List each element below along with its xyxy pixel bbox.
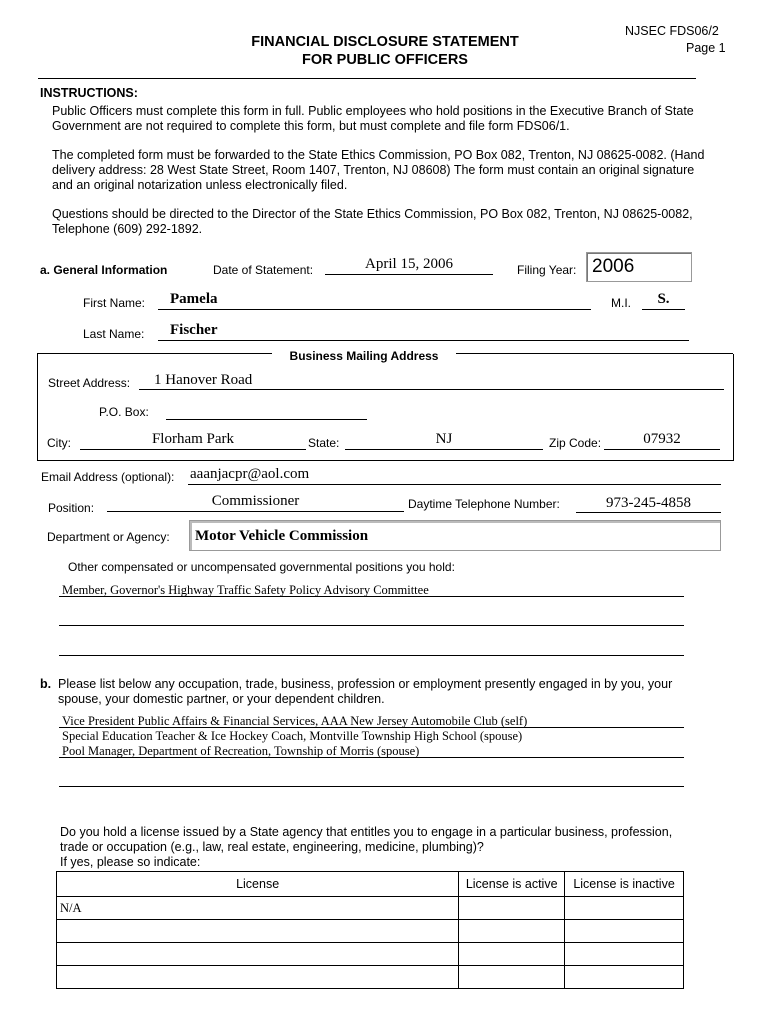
mailing-box-top-left [37,353,272,354]
city-underline [80,449,306,450]
last-name-underline [158,340,689,341]
state-label: State: [308,436,340,450]
mi-value[interactable]: S. [657,291,670,307]
license-question-line2: trade or occupation (e.g., law, real estate, engineering, medicine, plumbing)? [60,840,484,854]
phone-label: Daytime Telephone Number: [408,497,560,511]
filing-year-value: 2006 [592,256,635,277]
instructions-para1-line1: Public Officers must complete this form in full. Public employees who hold positions in the Executive Branch of State [52,104,694,118]
dept-label: Department or Agency: [47,530,170,544]
license-active-cell[interactable] [459,920,565,943]
license-active-cell[interactable] [459,966,565,989]
first-name-value[interactable]: Pamela [170,291,218,307]
license-active-cell[interactable] [459,943,565,966]
form-title-line2: FOR PUBLIC OFFICERS [302,52,468,68]
license-cell[interactable]: N/A [57,897,459,920]
occupation-4-underline[interactable] [59,786,684,787]
license-table-header [57,872,684,897]
license-inactive-cell[interactable] [565,966,684,989]
phone-value[interactable]: 973-245-4858 [606,495,691,511]
position-value[interactable]: Commissioner [211,493,300,509]
other-positions-label: Other compensated or uncompensated governmental positions you hold: [68,560,455,574]
instructions-heading: INSTRUCTIONS: [40,86,138,100]
table-row [57,966,684,989]
zip-value[interactable]: 07932 [643,431,681,447]
instructions-para1-line2: Government are not required to complete this form, but must complete and file form FDS06/1. [52,119,570,133]
page-number: Page 1 [686,41,726,55]
state-value[interactable]: NJ [435,431,453,447]
mailing-address-heading: Business Mailing Address [289,349,439,363]
phone-underline [576,512,721,513]
mailing-box-top-right [456,353,733,354]
date-label: Date of Statement: [213,263,314,277]
city-value[interactable]: Florham Park [151,431,235,447]
zip-underline [604,449,720,450]
instructions-para3-line1: Questions should be directed to the Director of the State Ethics Commission, PO Box 082, Trenton, NJ 08625-0082, [52,207,693,221]
other-position-2-underline[interactable] [59,625,684,626]
zip-label: Zip Code: [549,436,602,450]
po-box-underline[interactable] [166,419,367,420]
po-box-label: P.O. Box: [99,405,149,419]
occupation-entry-1[interactable]: Vice President Public Affairs & Financial Services, AAA New Jersey Automobile Club (self) [62,714,528,728]
license-active-col-header: License is active [459,872,565,897]
street-label: Street Address: [48,376,131,390]
email-value[interactable]: aaanjacpr@aol.com [190,466,310,482]
instructions-para3-line2: Telephone (609) 292-1892. [52,222,203,236]
mi-underline [642,309,685,310]
position-label: Position: [48,501,95,515]
state-underline [345,449,543,450]
section-b-text-line1: Please list below any occupation, trade, business, profession or employment presently engaged in by you, your [58,677,673,691]
table-row [57,920,684,943]
filing-year-field[interactable] [586,252,692,282]
license-table [56,871,684,989]
header-rule [38,78,696,79]
other-position-1-underline [59,596,684,597]
last-name-value[interactable]: Fischer [170,322,218,338]
license-question-line3: If yes, please so indicate: [60,855,201,869]
section-b-text-line2: spouse, your domestic partner, or your dependent children. [58,692,385,706]
license-cell[interactable] [57,920,459,943]
first-name-label: First Name: [83,296,146,310]
dept-field[interactable] [189,520,721,551]
email-underline [188,484,721,485]
license-inactive-cell[interactable] [565,897,684,920]
occupation-3-underline [59,757,684,758]
date-value[interactable]: April 15, 2006 [365,256,453,272]
instructions-para2-line3: and an original notarization unless electronically filed. [52,178,348,192]
license-inactive-cell[interactable] [565,920,684,943]
license-cell[interactable] [57,966,459,989]
license-inactive-cell[interactable] [565,943,684,966]
first-name-underline [158,309,591,310]
street-underline [139,389,724,390]
license-active-cell[interactable] [459,897,565,920]
instructions-para2-line2: delivery address: 28 West State Street, Room 1407, Trenton, NJ 08608) The form must contain an original signature [52,163,695,177]
license-col-header: License [57,872,459,897]
instructions-para2-line1: The completed form must be forwarded to the State Ethics Commission, PO Box 082, Trenton, NJ 08625-0082. (Hand [52,148,705,162]
form-code: NJSEC FDS06/2 [625,24,719,38]
occupation-1-underline [59,727,684,728]
section-b-letter: b. [40,677,52,691]
date-underline [325,274,493,275]
table-row [57,943,684,966]
other-position-3-underline[interactable] [59,655,684,656]
table-row [57,897,684,920]
email-label: Email Address (optional): [41,470,175,484]
occupation-entry-3[interactable]: Pool Manager, Department of Recreation, Township of Morris (spouse) [62,744,420,758]
dept-value: Motor Vehicle Commission [195,528,369,544]
filing-year-label: Filing Year: [517,263,577,277]
city-label: City: [47,436,71,450]
license-inactive-col-header: License is inactive [565,872,684,897]
occupation-entry-2[interactable]: Special Education Teacher & Ice Hockey Coach, Montville Township High School (spouse) [62,729,523,743]
last-name-label: Last Name: [83,327,145,341]
mi-label: M.I. [611,296,631,310]
form-title-line1: FINANCIAL DISCLOSURE STATEMENT [251,34,519,50]
street-value[interactable]: 1 Hanover Road [154,372,253,388]
other-position-1[interactable]: Member, Governor's Highway Traffic Safety Policy Advisory Committee [62,583,429,597]
position-underline [107,511,404,512]
general-info-heading: a. General Information [40,263,168,277]
license-question-line1: Do you hold a license issued by a State agency that entitles you to engage in a particular business, profession, [60,825,673,839]
license-cell[interactable] [57,943,459,966]
